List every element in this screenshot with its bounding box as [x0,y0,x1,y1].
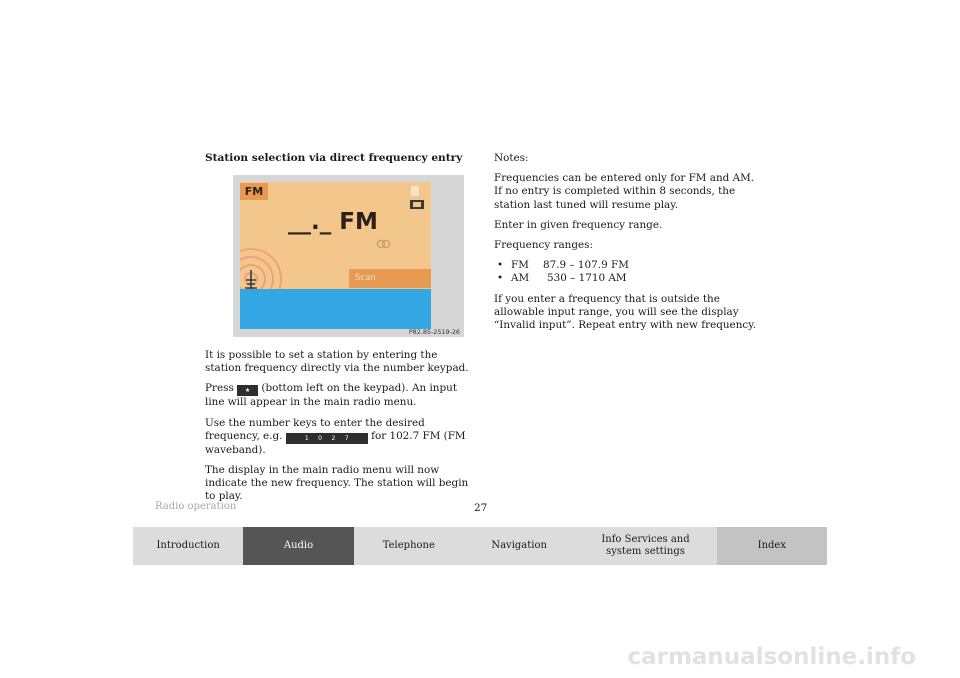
footer-section-title: Radio operation [155,501,237,512]
stereo-icon [376,239,392,249]
radio-display [240,182,431,329]
page-number: 27 [474,502,488,514]
figure-caption: P82.85-2519-26 [408,328,460,336]
paragraph-press-key: Press ★ (bottom left on the keypad). An input line will appear in the main radio menu. [205,382,458,409]
notes-label: Notes: [494,152,529,164]
note-frequencies: Frequencies can be entered only for FM and AM. If no entry is completed within 8 seconds, the station last tuned will resume play. [494,172,755,211]
tab-introduction[interactable]: Introduction [133,527,243,565]
ranges-label: Frequency ranges: [494,239,593,252]
right-column [494,152,759,332]
range-item-fm: • FM 87.9 – 107.9 FM [497,259,629,272]
paragraph-number-keys: Use the number keys to enter the desired frequency, e.g. 1 0 2 7 for 102.7 FM (FM waveband). [205,416,466,456]
display-menu-bar [240,289,431,329]
tab-audio[interactable]: Audio [243,527,353,565]
tab-info-services[interactable]: Info Services and system settings [574,527,716,565]
section-heading: Station selection via direct frequency entry [205,152,463,164]
chapter-navigation [133,527,827,565]
note-range: Enter in given frequency range. [494,218,663,231]
watermark: carmanualsonline.info [627,644,916,670]
keypad-example-icon: 1 0 2 7 [286,433,368,444]
tab-navigation[interactable]: Navigation [464,527,574,565]
radio-display-figure [233,175,464,337]
left-column [205,152,470,172]
band-tag: FM [240,183,268,200]
antenna-signal-icon [240,230,290,292]
tab-telephone[interactable]: Telephone [354,527,464,565]
note-invalid-input: If you enter a frequency that is outside the allowable input range, you will see the display “Invalid input”. Repeat entry with new frequency. [494,292,757,332]
left-column-text [205,349,470,504]
frequency-input-line: __._ FM [288,209,378,235]
paragraph-result: The display in the main radio menu will now indicate the new frequency. The station will begin to play. [205,464,469,503]
scan-menu-item: Scan [349,269,431,288]
paragraph-intro: It is possible to set a station by entering the station frequency directly via the number keypad. [205,349,469,375]
tab-index[interactable]: Index [717,527,827,565]
traffic-info-icon [408,184,428,212]
range-item-am: • AM 530 – 1710 AM [497,272,627,285]
enter-key-icon: ★ [237,385,258,396]
